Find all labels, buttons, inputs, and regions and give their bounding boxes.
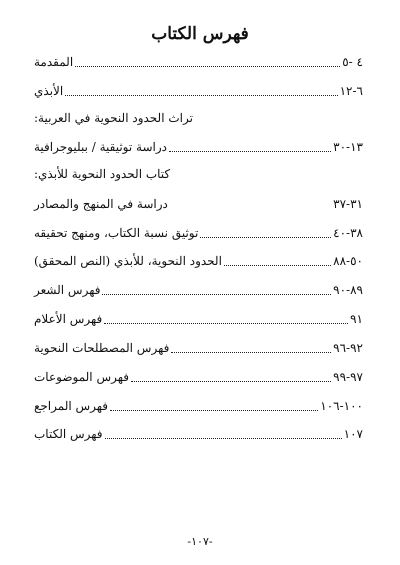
toc-entry-pages: ٦-١٢ xyxy=(339,84,363,98)
toc-entry-pages: ٨٩-٩٠ xyxy=(333,283,363,297)
dotted-leader xyxy=(65,85,337,96)
toc-entry-pages: ٩٧-٩٩ xyxy=(333,370,363,384)
toc-entry-topics-index xyxy=(34,367,363,387)
toc-entry-label: الأبذي xyxy=(34,84,64,98)
toc-entry-method-sources xyxy=(34,194,363,214)
dotted-leader xyxy=(110,400,318,411)
toc-entry-terms-index xyxy=(34,338,363,358)
toc-entry-edited-text xyxy=(34,251,363,271)
toc-entry-pages: ١٠٧ xyxy=(343,427,363,441)
toc-entry-pages: ١٣-٣٠ xyxy=(333,140,363,154)
dotted-leader xyxy=(169,141,331,152)
toc-entry-attribution xyxy=(34,223,363,243)
dotted-leader xyxy=(102,284,331,295)
dotted-leader xyxy=(224,255,331,266)
toc-entry-pages: ٥٠-٨٨ xyxy=(333,254,363,268)
toc-entry-poetry-index xyxy=(34,280,363,300)
page-title: فهرس الكتاب xyxy=(151,24,249,44)
toc-entry-pages: ٣١-٣٧ xyxy=(333,197,363,211)
toc-entry-pages: ١٠٠-١٠٦ xyxy=(320,399,363,413)
dotted-leader xyxy=(131,371,331,382)
dotted-leader xyxy=(105,428,342,439)
toc-entry-label: فهرس المراجع xyxy=(34,399,109,413)
toc-entry-label: فهرس الشعر xyxy=(34,283,101,297)
page-number: -١٠٧- xyxy=(187,535,213,548)
toc-entry-introduction xyxy=(34,52,363,72)
dotted-leader xyxy=(200,227,331,238)
toc-entry-pages: ٩١ xyxy=(350,312,363,326)
dotted-leader xyxy=(75,56,340,67)
toc-entry-label: دراسة توثيقية / ببليوجرافية xyxy=(34,140,167,154)
toc-section-label: كتاب الحدود النحوية للأبذي: xyxy=(34,167,171,181)
toc-entry-label: دراسة في المنهج والمصادر xyxy=(34,197,168,211)
dotted-leader xyxy=(171,342,331,353)
toc-entry-bibliographic-study xyxy=(34,137,363,157)
toc-entry-label: فهرس المصطلحات النحوية xyxy=(34,341,170,355)
toc-entry-label: توثيق نسبة الكتاب، ومنهج تحقيقه xyxy=(34,226,199,240)
toc-entry-label: فهرس الموضوعات xyxy=(34,370,129,384)
toc-section-book xyxy=(34,164,363,184)
toc-entry-label: المقدمة xyxy=(34,55,74,69)
dotted-leader xyxy=(104,313,348,324)
toc-entry-references-index xyxy=(34,396,363,416)
toc-entry-abdhi xyxy=(34,81,363,101)
toc-section-heritage xyxy=(34,108,363,128)
toc-entry-names-index xyxy=(34,309,363,329)
toc-entry-pages: ٩٢-٩٦ xyxy=(333,341,363,355)
toc-section-label: تراث الحدود النحوية في العربية: xyxy=(34,111,193,125)
toc-entry-label: فهرس الكتاب xyxy=(34,427,103,441)
toc-entry-label: الحدود النحوية، للأبذي (النص المحقق) xyxy=(34,254,222,268)
toc-entry-book-index xyxy=(34,424,363,444)
toc-entry-label: فهرس الأعلام xyxy=(34,312,103,326)
toc-entry-pages: ٤ -٥ xyxy=(342,55,363,69)
toc-entry-pages: ٣٨-٤٠ xyxy=(333,226,363,240)
